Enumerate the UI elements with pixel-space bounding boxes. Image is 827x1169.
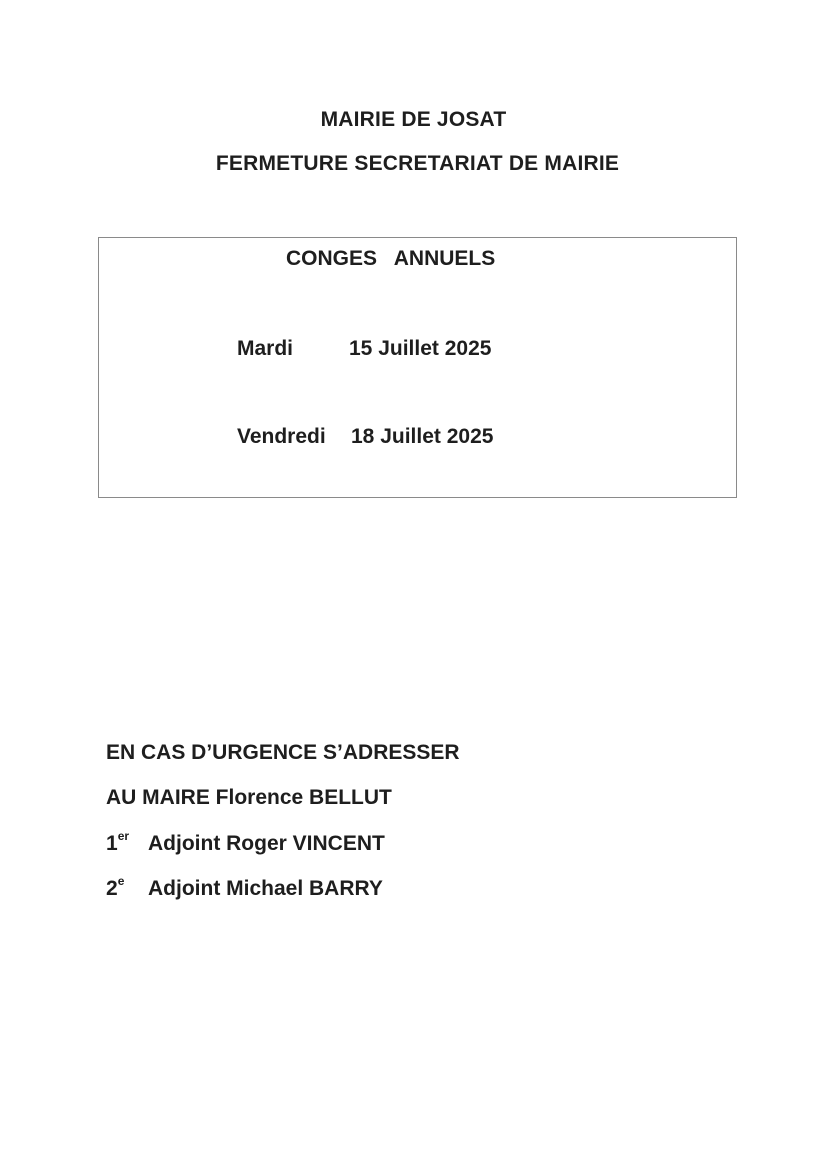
closure-date-2 bbox=[237, 425, 493, 449]
closure-date-value-2: 18 Juillet 2025 bbox=[351, 425, 494, 448]
page-title: MAIRIE DE JOSAT bbox=[320, 108, 507, 131]
emergency-intro: EN CAS D’URGENCE S’ADRESSER bbox=[106, 741, 460, 764]
closure-heading: CONGES ANNUELS bbox=[286, 247, 496, 270]
emergency-adjoint-1 bbox=[106, 831, 385, 856]
closure-date-value-1: 15 Juillet 2025 bbox=[349, 337, 492, 360]
emergency-mayor: AU MAIRE Florence BELLUT bbox=[106, 786, 392, 809]
emergency-adjoint-2 bbox=[106, 876, 383, 901]
adjoint-2-name: Adjoint Michael BARRY bbox=[148, 877, 383, 900]
closure-day-1: Mardi bbox=[237, 337, 294, 360]
adjoint-1-ordinal: 1er bbox=[106, 829, 130, 855]
adjoint-2-ordinal: 2e bbox=[106, 874, 125, 900]
closure-date-1 bbox=[237, 337, 491, 361]
closure-box bbox=[98, 237, 737, 498]
page-subtitle: FERMETURE SECRETARIAT DE MAIRIE bbox=[215, 152, 620, 175]
adjoint-1-name: Adjoint Roger VINCENT bbox=[148, 832, 385, 855]
closure-day-2: Vendredi bbox=[237, 425, 326, 448]
